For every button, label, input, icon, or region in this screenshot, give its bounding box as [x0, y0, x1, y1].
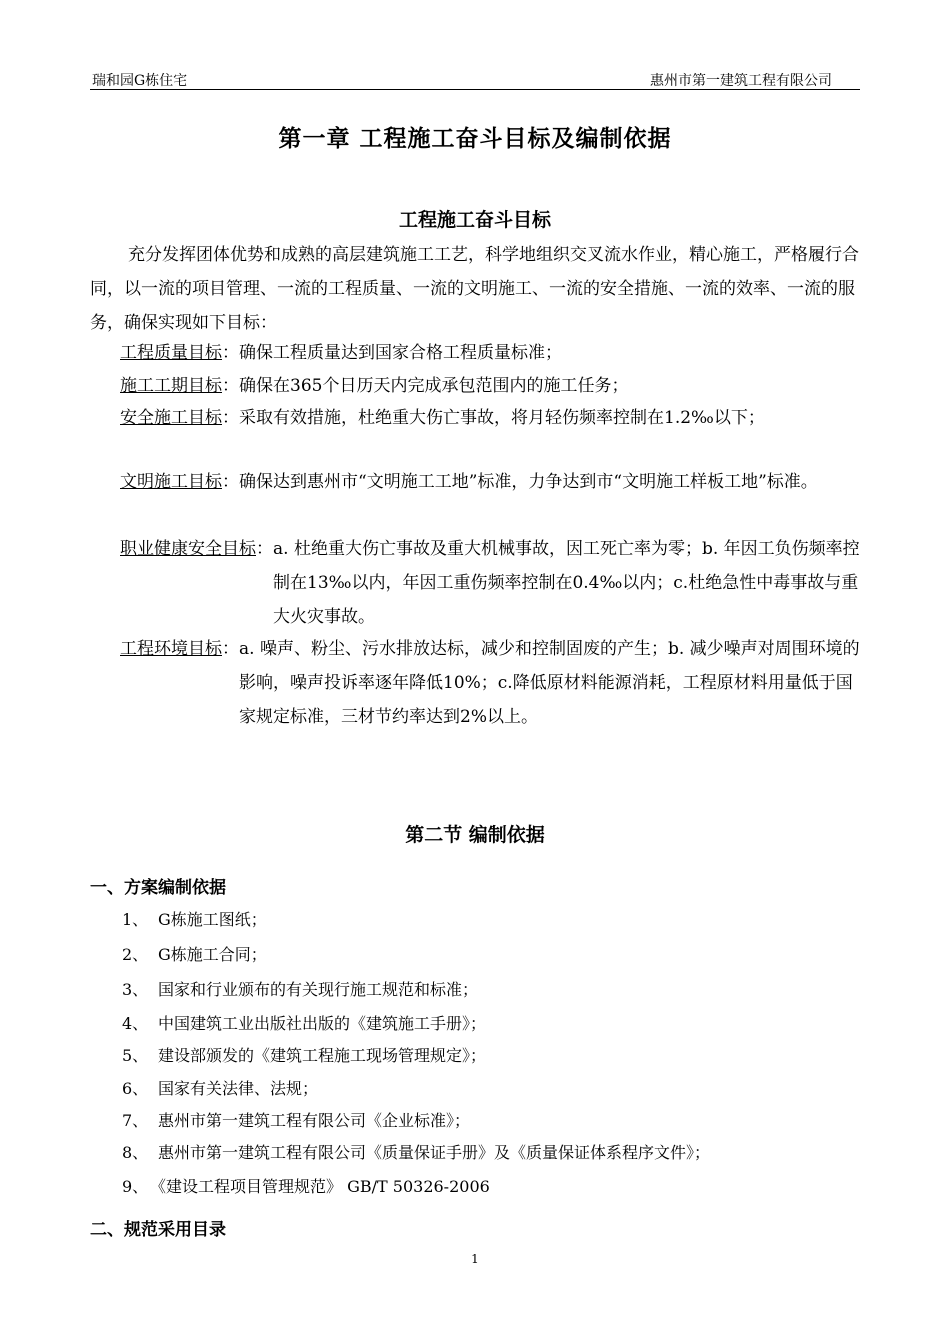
list-item-text: 国家和行业颁布的有关现行施工规范和标准； — [158, 980, 479, 999]
goal-occupational-health: 职业健康安全目标： a. 杜绝重大伤亡事故及重大机械事故，因工死亡率为零；b. 年因工负伤频率控制在13‰以内，年因工重伤频率控制在0.4‰以内；c.杜绝急性中毒事故与重大火灾事故。 — [120, 532, 860, 634]
section-basis-title: 第二节 编制依据 — [405, 824, 545, 846]
list-item-text: G栋施工合同； — [158, 945, 267, 964]
list-item-text: G栋施工图纸； — [158, 910, 267, 929]
header-divider — [90, 89, 860, 90]
list-item-text: 惠州市第一建筑工程有限公司《企业标准》； — [158, 1111, 471, 1130]
list-item-number: 5、 — [122, 1046, 149, 1065]
list-item-text: 《建设工程项目管理规范》 GB/T 50326-2006 — [150, 1177, 490, 1196]
goals-intro-paragraph — [90, 238, 860, 340]
list-item-number: 1、 — [122, 910, 149, 929]
list-item-number: 4、 — [122, 1014, 149, 1033]
list-item-text: 中国建筑工业出版社出版的《建筑施工手册》； — [158, 1014, 487, 1033]
goal-text: 采取有效措施，杜绝重大伤亡事故，将月轻伤频率控制在1.2‰以下； — [239, 408, 765, 428]
goal-quality: 工程质量目标： 确保工程质量达到国家合格工程质量标准； — [120, 336, 860, 370]
goal-label: 文明施工目标 — [120, 472, 222, 492]
list-item — [122, 1108, 470, 1131]
list-item — [122, 1076, 318, 1099]
goal-text: a. 杜绝重大伤亡事故及重大机械事故，因工死亡率为零；b. 年因工负伤频率控制在13‰以内，年因工重伤频率控制在0.4‰以内；c.杜绝急性中毒事故与重大火灾事故。 — [273, 539, 860, 627]
goal-label: 工程环境目标 — [120, 639, 222, 659]
list-item-number: 6、 — [122, 1079, 149, 1098]
list-item-text: 惠州市第一建筑工程有限公司《质量保证手册》及《质量保证体系程序文件》； — [158, 1143, 711, 1162]
goal-text: 确保工程质量达到国家合格工程质量标准； — [239, 343, 562, 363]
goal-text: 确保在365个日历天内完成承包范围内的施工任务； — [239, 376, 629, 396]
goal-schedule: 施工工期目标： 确保在365个日历天内完成承包范围内的施工任务； — [120, 369, 860, 403]
list-item-number: 9、 — [122, 1177, 149, 1196]
goal-safety: 安全施工目标： 采取有效措施，杜绝重大伤亡事故，将月轻伤频率控制在1.2‰以下； — [120, 401, 860, 435]
goal-environment: 工程环境目标： a. 噪声、粉尘、污水排放达标，减少和控制固废的产生；b. 减少噪声对周围环境的影响，噪声投诉率逐年降低10%；c.降低原材料能源消耗，工程原材料用量低于国家规定标准，三材节约率达到2%以上。 — [120, 632, 860, 734]
list-item — [122, 1043, 486, 1066]
goal-civilized-construction: 文明施工目标： 确保达到惠州市“文明施工工地”标准，力争达到市“文明施工样板工地”标准。 — [120, 465, 860, 499]
goal-label: 安全施工目标 — [120, 408, 222, 428]
list-item-number: 7、 — [122, 1111, 149, 1130]
list-item-number: 2、 — [122, 945, 149, 964]
chapter-title: 第一章 工程施工奋斗目标及编制依据 — [278, 126, 672, 152]
list-item-number: 8、 — [122, 1143, 149, 1162]
list-item-number: 3、 — [122, 980, 149, 999]
list-item — [122, 1011, 486, 1034]
header-company-name: 惠州市第一建筑工程有限公司 — [650, 73, 832, 89]
list-item — [122, 942, 267, 965]
page-number: 1 — [471, 1252, 479, 1266]
goal-text: a. 噪声、粉尘、污水排放达标，减少和控制固废的产生；b. 减少噪声对周围环境的影响，噪声投诉率逐年降低10%；c.降低原材料能源消耗，工程原材料用量低于国家规定标准，三材节约率达到2%以上。 — [239, 639, 860, 727]
header-project-name: 瑞和园G栋住宅 — [92, 73, 188, 89]
list-item — [122, 907, 267, 930]
list-item — [122, 1140, 710, 1163]
goal-label: 施工工期目标 — [120, 376, 222, 396]
goals-intro-text: 充分发挥团体优势和成熟的高层建筑施工工艺，科学地组织交叉流水作业，精心施工，严格履行合同，以一流的项目管理、一流的工程质量、一流的文明施工、一流的安全措施、一流的效率、一流的服务，确保实现如下目标： — [90, 245, 859, 333]
subsection-standards-title: 二、规范采用目录 — [90, 1220, 226, 1240]
goal-label: 工程质量目标 — [120, 343, 222, 363]
goal-text: 确保达到惠州市“文明施工工地”标准，力争达到市“文明施工样板工地”标准。 — [239, 472, 818, 492]
list-item — [122, 1174, 490, 1197]
list-item-text: 国家有关法律、法规； — [158, 1079, 319, 1098]
subsection-plan-basis-title: 一、方案编制依据 — [90, 878, 226, 898]
list-item-text: 建设部颁发的《建筑工程施工现场管理规定》； — [158, 1046, 487, 1065]
goal-label: 职业健康安全目标 — [120, 539, 256, 559]
list-item — [122, 977, 478, 1000]
section-goals-title: 工程施工奋斗目标 — [398, 209, 551, 231]
